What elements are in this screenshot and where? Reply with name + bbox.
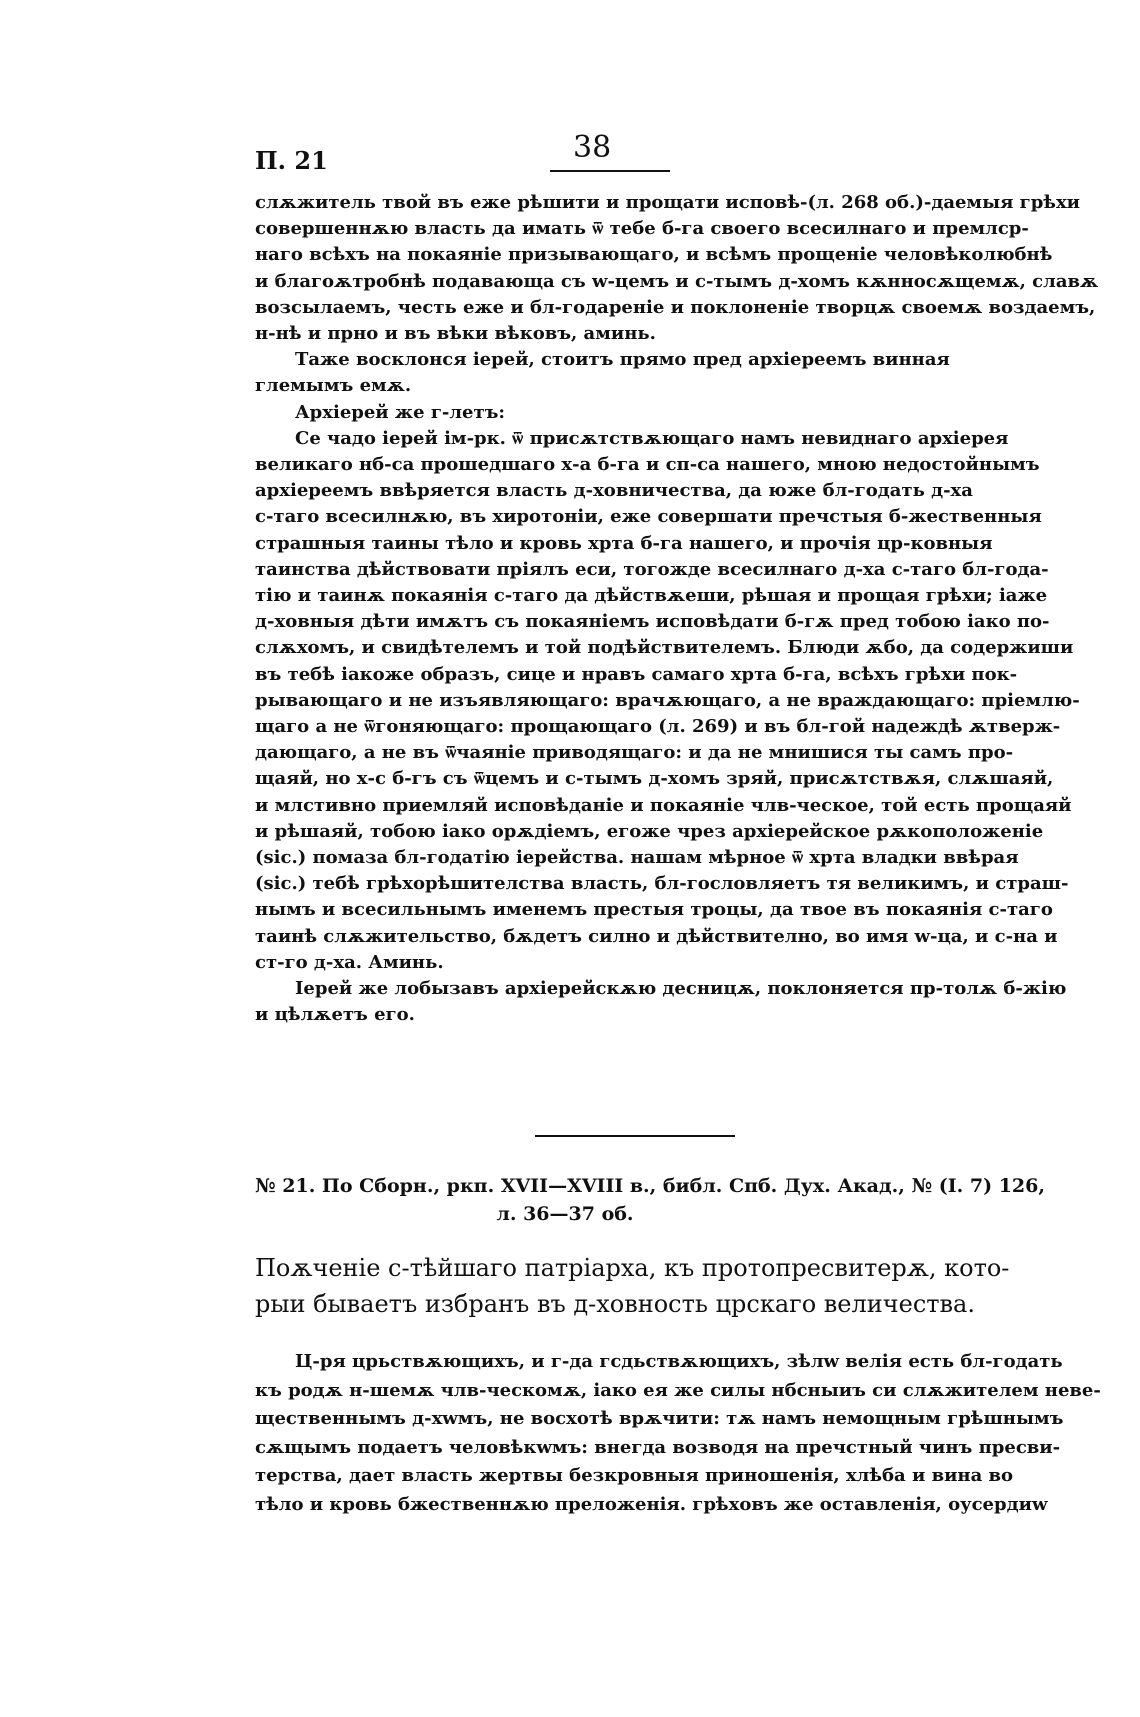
text-line: щаго а не ѿгоняющаго: прощающаго (л. 269) и въ бл-гой надеждѣ ѫтверж-	[255, 716, 1061, 738]
text-line: н-нѣ и прно и въ вѣки вѣковъ, аминь.	[255, 323, 656, 345]
text-line: таинства дѣйствовати пріялъ еси, тогожде всесилнаго д-ха с-таго бл-года-	[255, 558, 1049, 580]
instruction-text	[255, 1348, 1101, 1519]
text-line: въ тебѣ іакоже образъ, сице и нравъ самаго хрта б-га, всѣхъ грѣхи пок-	[255, 663, 1018, 685]
page-number: 38	[573, 130, 612, 165]
citation-line: № 21. По Сборн., ркп. XVII—XVIII в., библ. Спб. Дух. Акад., № (I. 7) 126,	[255, 1175, 1045, 1197]
text-line: таинѣ слѫжительство, бѫдетъ силно и дѣйствително, во имя w-ца, и с-на и	[255, 925, 1058, 947]
text-line: дающаго, а не въ ѿчаяніе приводящаго: и да не мнишися ты самъ про-	[255, 742, 1014, 764]
text-line: тію и таинѫ покаянія с-таго да дѣйствѫеши, рѣшая и прощая грѣхи; іаже	[255, 585, 1048, 607]
text-line: архіереемъ ввѣряется власть д-ховничества, да юже бл-годать д-ха	[255, 480, 973, 502]
text-line: (sic.) помаза бл-годатію іерейства. нашам мѣрное ѿ хрта владки ввѣрая	[255, 847, 1019, 869]
text-line: наго всѣхъ на покаяніе призывающаго, и всѣмъ прощеніе человѣколюбнѣ	[255, 244, 1053, 266]
text-line: и млстивно приемляй исповѣданіе и покаяніе члв-ческое, той есть прощаяй	[255, 794, 1072, 816]
text-line: Таже восклонся іерей, стоитъ прямо пред архіереемъ винная	[295, 349, 950, 371]
text-line: и рѣшаяй, тобою іако орѫдіемъ, егоже чрез архіерейское рѫкоположеніе	[255, 820, 1044, 842]
text-line: ст-го д-ха. Аминь.	[255, 951, 444, 973]
text-line: щаяй, но х-с б-гъ съ ѿцемъ и с-тымъ д-хомъ зряй, присѫтствѫя, слѫшаяй,	[255, 768, 1054, 790]
text-line: рывающаго и не изъявляющаго: врачѫющаго, а не враждающаго: пріемлю-	[255, 689, 1080, 711]
prayer-text	[255, 190, 1099, 1029]
title-line: Поѫченіе с-тѣйшаго патріарха, къ протопресвитерѫ, кото-	[255, 1254, 1010, 1282]
citation-line: л. 36—37 об.	[496, 1203, 634, 1225]
text-line: Архіерей же г-летъ:	[295, 401, 506, 423]
page-header	[255, 130, 875, 180]
text-line: великаго нб-са прошедшаго х-а б-га и сп-са нашего, мною недостойнымъ	[255, 454, 1040, 476]
section-divider	[535, 1135, 735, 1137]
title-line: рыи бываетъ избранъ въ д-ховность црскаго величества.	[255, 1290, 975, 1318]
text-line: сѫщымъ подаетъ человѣкwмъ: внегда возводя на пречстный чинъ пресви-	[255, 1436, 1061, 1458]
text-line: Іерей же лобызавъ архіерейскѫю десницѫ, поклоняется пр-толѫ б-жію	[295, 978, 1067, 1000]
header-rule	[550, 170, 670, 172]
text-line: совершеннѫю власть да имать ѿ тебе б-га своего всесилнаго и премлср-	[255, 218, 1029, 240]
text-line: и благоѫтробнѣ подавающа съ w-цемъ и с-тымъ д-хомъ кѫнносѫщемѫ, славѫ	[255, 270, 1099, 292]
text-line: нымъ и всесильнымъ именемъ престыя троцы, да твое въ покаянія с-таго	[255, 899, 1053, 921]
text-line: тѣло и кровь бжественнѫю преложенія. грѣховъ же оставленія, оусердиw	[255, 1493, 1048, 1515]
text-line: Ц-ря црьствѫющихъ, и г-да гсдьствѫющихъ, зѣлw велія есть бл-годать	[295, 1351, 1063, 1372]
text-line: щественнымъ д-хwмъ, не восхотѣ врѫчити: тѫ намъ немощным грѣшнымъ	[255, 1408, 1064, 1429]
text-line: и цѣлѫетъ его.	[255, 1004, 415, 1026]
text-line: глемымъ емѫ.	[255, 375, 412, 397]
text-line: д-ховныя дѣти имѫтъ съ покаяніемъ исповѣдати б-гѫ пред тобою іако по-	[255, 611, 1050, 633]
text-line: терства, дает власть жертвы безкровныя приношенія, хлѣба и вина во	[255, 1465, 1014, 1486]
section-reference: П. 21	[255, 146, 328, 175]
text-line: с-таго всесилнѫю, въ хиротоніи, еже совершати пречстыя б-жественныя	[255, 506, 1042, 528]
text-line: страшныя таины тѣло и кровь хрта б-га нашего, и прочія цр-ковныя	[255, 532, 993, 554]
section-title	[255, 1250, 1010, 1322]
text-line: возсылаемъ, честь еже и бл-годареніе и поклоненіе творцѫ своемѫ воздаемъ,	[255, 296, 1096, 318]
text-line: къ родѫ н-шемѫ члв-ческомѫ, іако ея же силы нбсныиъ си слѫжителем неве-	[255, 1379, 1101, 1401]
text-line: слѫхомъ, и свидѣтелемъ и той подѣйствителемъ. Блюди ѫбо, да содержиши	[255, 637, 1074, 659]
text-line: Се чадо іерей ім-рк. ѿ присѫтствѫющаго намъ невиднаго архіерея	[295, 427, 1009, 449]
text-line: слѫжитель твой въ еже рѣшити и прощати исповѣ-(л. 268 об.)-даемыя грѣхи	[255, 192, 1081, 213]
text-line: (sic.) тебѣ грѣхорѣшителства власть, бл-гословляетъ тя великимъ, и страш-	[255, 873, 1069, 895]
source-citation	[255, 1172, 1045, 1228]
